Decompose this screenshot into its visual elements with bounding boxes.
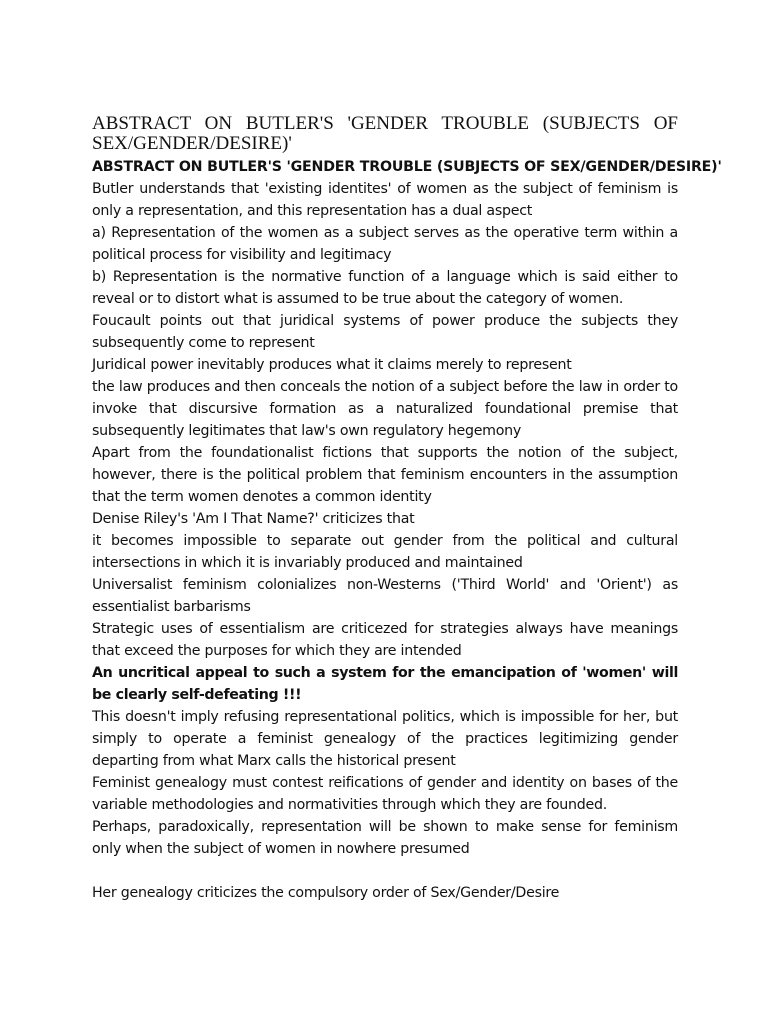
paragraph-universalist: Universalist feminism colonializes non-Westerns ('Third World' and 'Orient') as essentialist barbarisms xyxy=(92,577,678,615)
paragraph-denise-riley: Denise Riley's 'Am I That Name?' criticizes that xyxy=(92,511,415,527)
paragraph-feminist-genealogy: Feminist genealogy must contest reifications of gender and identity on bases of the variable methodologies and normativities through which they are founded. xyxy=(92,775,678,813)
paragraph-separate-gender: it becomes impossible to separate out gender from the political and cultural intersections in which it is invariably produced and maintained xyxy=(92,533,678,571)
document-title: ABSTRACT ON BUTLER'S 'GENDER TROUBLE (SUBJECTS OF SEX/GENDER/DESIRE)' xyxy=(92,113,678,154)
paragraph-compulsory-order: Her genealogy criticizes the compulsory order of Sex/Gender/Desire xyxy=(92,885,560,901)
paragraph-spacer xyxy=(92,860,678,882)
paragraph-paradoxically: Perhaps, paradoxically, representation will be shown to make sense for feminism only when the subject of women in nowhere presumed xyxy=(92,819,678,857)
paragraph-identities: Butler understands that 'existing identites' of women as the subject of feminism is only a representation, and this representation has a dual aspect xyxy=(92,181,678,219)
paragraph-law-produces: the law produces and then conceals the notion of a subject before the law in order to invoke that discursive formation as a naturalized foundational premise that subsequently legitimates that law's own regulatory hegemony xyxy=(92,379,678,439)
document-subtitle: ABSTRACT ON BUTLER'S 'GENDER TROUBLE (SUBJECTS OF SEX/GENDER/DESIRE)' xyxy=(92,159,722,175)
paragraph-strategic-essentialism: Strategic uses of essentialism are criticezed for strategies always have meanings that exceed the purposes for which they are intended xyxy=(92,621,678,659)
paragraph-foucault: Foucault points out that juridical systems of power produce the subjects they subsequently come to represent xyxy=(92,313,678,351)
paragraph-juridical-power: Juridical power inevitably produces what it claims merely to represent xyxy=(92,357,572,373)
document-page xyxy=(92,113,722,904)
paragraph-uncritical-appeal: An uncritical appeal to such a system for the emancipation of 'women' will be clearly self-defeating !!! xyxy=(92,665,678,703)
paragraph-representation-a: a) Representation of the women as a subject serves as the operative term within a political process for visibility and legitimacy xyxy=(92,225,678,263)
paragraph-foundationalist: Apart from the foundationalist fictions that supports the notion of the subject, however, there is the political problem that feminism encounters in the assumption that the term women denotes a common identity xyxy=(92,445,678,505)
paragraph-representational-politics: This doesn't imply refusing representational politics, which is impossible for her, but simply to operate a feminist genealogy of the practices legitimizing gender departing from what Marx calls the historical present xyxy=(92,709,678,769)
paragraph-representation-b: b) Representation is the normative function of a language which is said either to reveal or to distort what is assumed to be true about the category of women. xyxy=(92,269,678,307)
